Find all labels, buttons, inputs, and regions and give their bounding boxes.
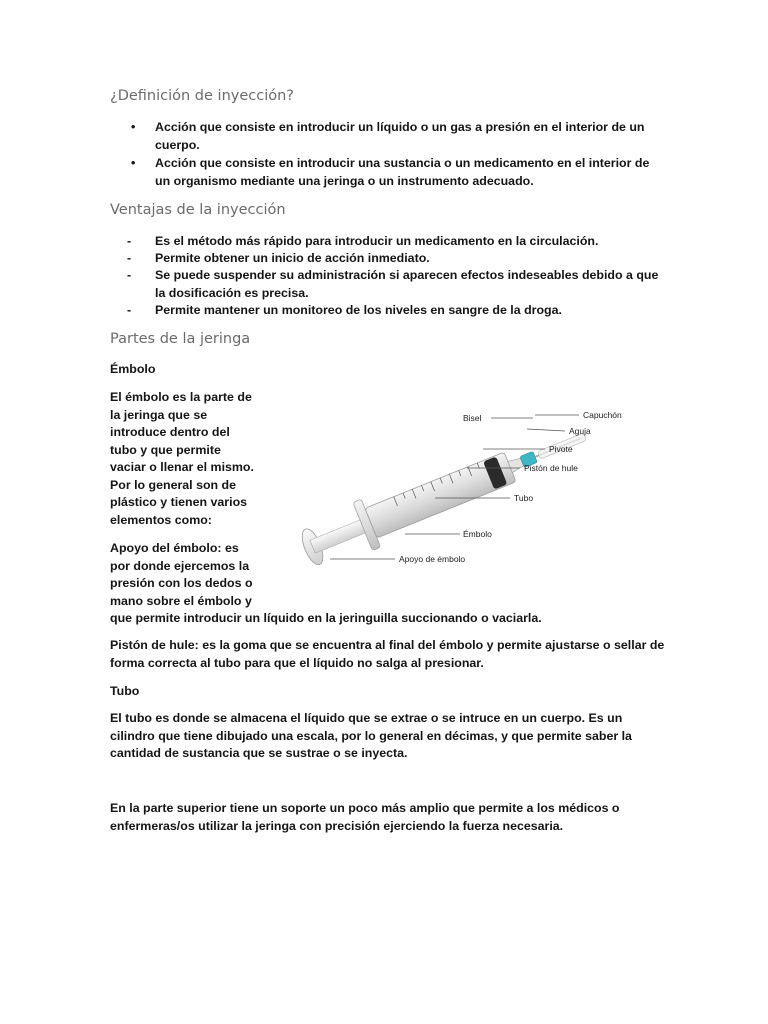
list-item xyxy=(127,250,660,268)
list-item xyxy=(131,155,660,190)
bullet-mark: • xyxy=(131,156,136,170)
text-line: tubo y que permite xyxy=(110,442,221,457)
label-bisel: Bisel xyxy=(463,413,482,423)
paragraph-apoyo-tail: que permite introducir un líquido en la jeringuilla succionando o vaciarla. xyxy=(110,611,542,625)
syringe-diagram xyxy=(295,404,635,574)
label-aguja: Aguja xyxy=(569,426,591,436)
dash-mark: - xyxy=(127,234,132,248)
label-capuchon: Capuchón xyxy=(583,410,622,420)
dash-mark: - xyxy=(127,251,132,265)
text-line: El émbolo es la parte de xyxy=(110,390,252,404)
paragraph-embolo xyxy=(110,389,260,529)
text-line: plástico y tienen varios xyxy=(110,495,248,509)
list-item xyxy=(127,233,660,251)
list-item xyxy=(127,302,660,320)
list-item-text: Es el método más rápido para introducir un medicamento en la circulación. xyxy=(155,234,599,248)
subheading-tubo: Tubo xyxy=(110,684,140,698)
section-title-ventajas: Ventajas de la inyección xyxy=(110,202,286,218)
text-line: Por lo general son de xyxy=(110,477,236,492)
list-item-text: Permite mantener un monitoreo de los niveles en sangre de la droga. xyxy=(155,303,562,317)
list-item xyxy=(127,267,660,302)
paragraph-tubo: El tubo es donde se almacena el líquido que se extrae o se intruce en un cuerpo. Es un cilindro que tiene dibujado una escala, por lo general en décimas, y que permite saber la cantidad de sustancia que se sustrae o se inyecta. xyxy=(110,711,632,760)
dash-mark: - xyxy=(127,303,132,317)
paragraph-superior: En la parte superior tiene un soporte un poco más amplio que permite a los médicos o enfermeras/os utilizar la jeringa con precisión ejerciendo la fuerza necesaria. xyxy=(110,801,620,833)
text-line: Apoyo del émbolo: es xyxy=(110,541,239,555)
list-item-text: Acción que consiste en introducir una sustancia o un medicamento en el interior de un organismo mediante una jeringa o un instrumento adecuado. xyxy=(155,156,650,188)
text-line: vaciar o llenar el mismo. xyxy=(110,460,254,474)
list-item xyxy=(131,119,660,154)
list-item-text: Acción que consiste en introducir un líquido o un gas a presión en el interior de un cuerpo. xyxy=(155,120,645,152)
paragraph-apoyo xyxy=(110,540,280,610)
list-item-text: Se puede suspender su administración si aparecen efectos indeseables debido a que la dosificación es precisa. xyxy=(155,268,659,300)
text-line: mano sobre el émbolo y xyxy=(110,593,252,608)
text-line: la jeringa que se xyxy=(110,407,208,422)
list-item-text: Permite obtener un inicio de acción inmediato. xyxy=(155,251,430,265)
paragraph-piston: Pistón de hule: es la goma que se encuentra al final del émbolo y permite ajustarse o sellar de forma correcta al tubo para que el líquido no salga al presionar. xyxy=(110,638,665,670)
label-piston: Pistón de hule xyxy=(524,463,578,473)
text-line: por donde ejercemos la xyxy=(110,558,250,573)
section-title-definicion: ¿Definición de inyección? xyxy=(110,88,294,104)
text-line: presión con los dedos o xyxy=(110,576,253,590)
bullet-mark: • xyxy=(131,120,136,134)
text-line: introduce dentro del xyxy=(110,425,230,439)
subheading-embolo: Émbolo xyxy=(110,362,156,376)
label-embolo: Émbolo xyxy=(463,529,492,539)
label-tubo: Tubo xyxy=(514,493,534,503)
text-line: elementos como: xyxy=(110,512,212,527)
label-apoyo: Apoyo de émbolo xyxy=(399,554,466,564)
label-pivote: Pivote xyxy=(549,444,573,454)
section-title-partes: Partes de la jeringa xyxy=(110,331,251,347)
dash-mark: - xyxy=(127,268,132,282)
